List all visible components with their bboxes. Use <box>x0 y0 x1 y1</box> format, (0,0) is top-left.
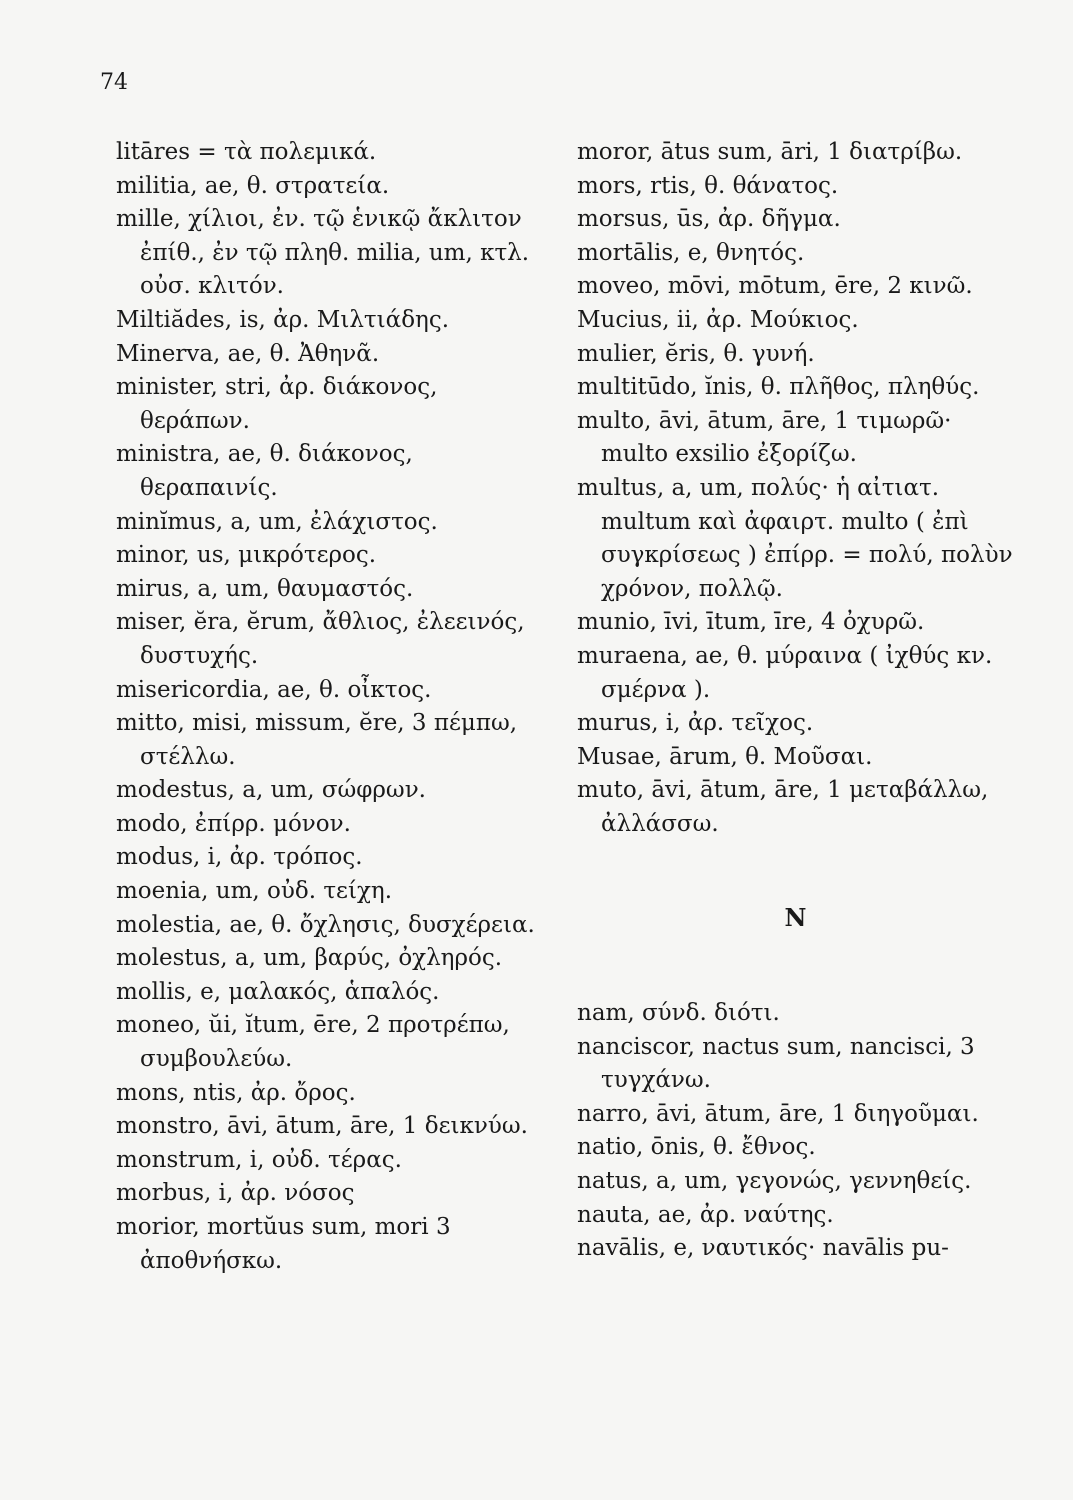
dictionary-entry: miser, ĕra, ĕrum, ἄθλιος, ἐλεεινός, δυστυχής. <box>116 609 525 669</box>
dictionary-entry: munio, īvi, ītum, īre, 4 ὀχυρῶ. <box>577 609 925 636</box>
dictionary-entry: minister, stri, ἀρ. διάκονος, θεράπων. <box>116 374 438 434</box>
dictionary-entry: morior, mortŭus sum, mori 3 ἀποθνήσκω. <box>116 1214 451 1274</box>
dictionary-entry: mollis, e, μαλακός, ἁπαλός. <box>116 978 440 1005</box>
dictionary-entry: natus, a, um, γεγονώς, γεννηθείς. <box>577 1168 972 1195</box>
dictionary-entry: morbus, i, ἀρ. νόσος <box>116 1180 355 1207</box>
dictionary-entry: molestus, a, um, βαρύς, ὀχληρός. <box>116 945 503 972</box>
right-column <box>577 136 1014 1266</box>
dictionary-entry: moveo, mōvi, mōtum, ēre, 2 κινῶ. <box>577 273 973 300</box>
dictionary-entry: multus, a, um, πολύς· ἡ αἰτιατ. multum καὶ ἀφαιρτ. multo ( ἐπὶ συγκρίσεως ) ἐπίρρ. = πολύ, πολὺν χρόνον, πολλῷ. <box>577 474 1013 602</box>
dictionary-entry: moneo, ŭi, ĭtum, ēre, 2 προτρέπω, συμβουλεύω. <box>116 1012 510 1073</box>
dictionary-entry: narro, āvi, ātum, āre, 1 διηγοῦμαι. <box>577 1100 979 1127</box>
dictionary-entry: mitto, misi, missum, ĕre, 3 πέμπω, στέλλω. <box>116 710 518 770</box>
dictionary-entry: molestia, ae, θ. ὄχλησις, δυσχέρεια. <box>116 911 535 938</box>
dictionary-entry: murus, i, ἀρ. τεῖχος. <box>577 710 814 737</box>
dictionary-entry: muraena, ae, θ. μύραινα ( ἰχθύς κν. σμέρνα ). <box>577 642 993 703</box>
dictionary-entry: multo, āvi, ātum, āre, 1 τιμωρῶ· multo exsilio ἐξορίζω. <box>577 407 952 468</box>
dictionary-entry: Mucius, ii, ἀρ. Μούκιος. <box>577 306 859 333</box>
dictionary-entry: nam, σύνδ. διότι. <box>577 1000 780 1027</box>
dictionary-entry: natio, ōnis, θ. ἔθνος. <box>577 1134 816 1161</box>
dictionary-entry: morsus, ūs, ἀρ. δῆγμα. <box>577 206 841 233</box>
dictionary-entry: monstro, āvi, ātum, āre, 1 δεικνύω. <box>116 1113 528 1140</box>
dictionary-entry: nanciscor, nactus sum, nancisci, 3 τυγχάνω. <box>577 1033 975 1094</box>
page-number: 74 <box>100 70 128 95</box>
dictionary-entry: minor, us, μικρότερος. <box>116 542 377 569</box>
dictionary-entry: mirus, a, um, θαυμαστός. <box>116 575 414 602</box>
dictionary-entry: litāres = τὰ πολεμικά. <box>116 139 377 165</box>
left-column <box>116 136 548 1278</box>
dictionary-entry: ministra, ae, θ. διάκονος, θεραπαινίς. <box>116 441 413 501</box>
dictionary-entry: militia, ae, θ. στρατεία. <box>116 172 390 199</box>
dictionary-entry: misericordia, ae, θ. οἶκτος. <box>116 676 432 703</box>
dictionary-entry: muto, āvi, ātum, āre, 1 μεταβάλλω, ἀλλάσσω. <box>577 777 989 837</box>
dictionary-entry: mortālis, e, θνητός. <box>577 239 805 266</box>
dictionary-entry: mulier, ĕris, θ. γυνή. <box>577 340 815 367</box>
dictionary-entry: navālis, e, ναυτικός· navālis pu- <box>577 1235 949 1262</box>
dictionary-entry: Musae, ārum, θ. Μοῦσαι. <box>577 743 873 770</box>
dictionary-entry: Miltiădes, is, ἀρ. Μιλτιάδης. <box>116 306 450 333</box>
dictionary-entry: modestus, a, um, σώφρων. <box>116 777 426 804</box>
dictionary-entry: Minerva, ae, θ. Ἀθηνᾶ. <box>116 340 380 367</box>
dictionary-entry: mors, rtis, θ. θάνατος. <box>577 172 839 199</box>
section-letter-heading: N <box>784 903 807 933</box>
dictionary-entry: moenia, um, οὐδ. τείχη. <box>116 878 392 905</box>
dictionary-entry: modo, ἐπίρρ. μόνον. <box>116 810 351 837</box>
dictionary-entry: nauta, ae, ἀρ. ναύτης. <box>577 1201 834 1228</box>
dictionary-entry: minĭmus, a, um, ἐλάχιστος. <box>116 508 438 535</box>
dictionary-entry: monstrum, i, οὐδ. τέρας. <box>116 1146 402 1173</box>
dictionary-entry: moror, ātus sum, āri, 1 διατρίβω. <box>577 139 963 165</box>
dictionary-entry: modus, i, ἀρ. τρόπος. <box>116 844 363 871</box>
dictionary-entry: multitūdo, ĭnis, θ. πλῆθος, πληθύς. <box>577 374 980 401</box>
dictionary-entry: mons, ntis, ἀρ. ὄρος. <box>116 1079 356 1106</box>
dictionary-entry: mille, χίλιοι, ἐν. τῷ ἑνικῷ ἄκλιτον ἐπίθ., ἐν τῷ πληθ. milia, um, κτλ. οὐσ. κλιτόν. <box>116 206 530 300</box>
